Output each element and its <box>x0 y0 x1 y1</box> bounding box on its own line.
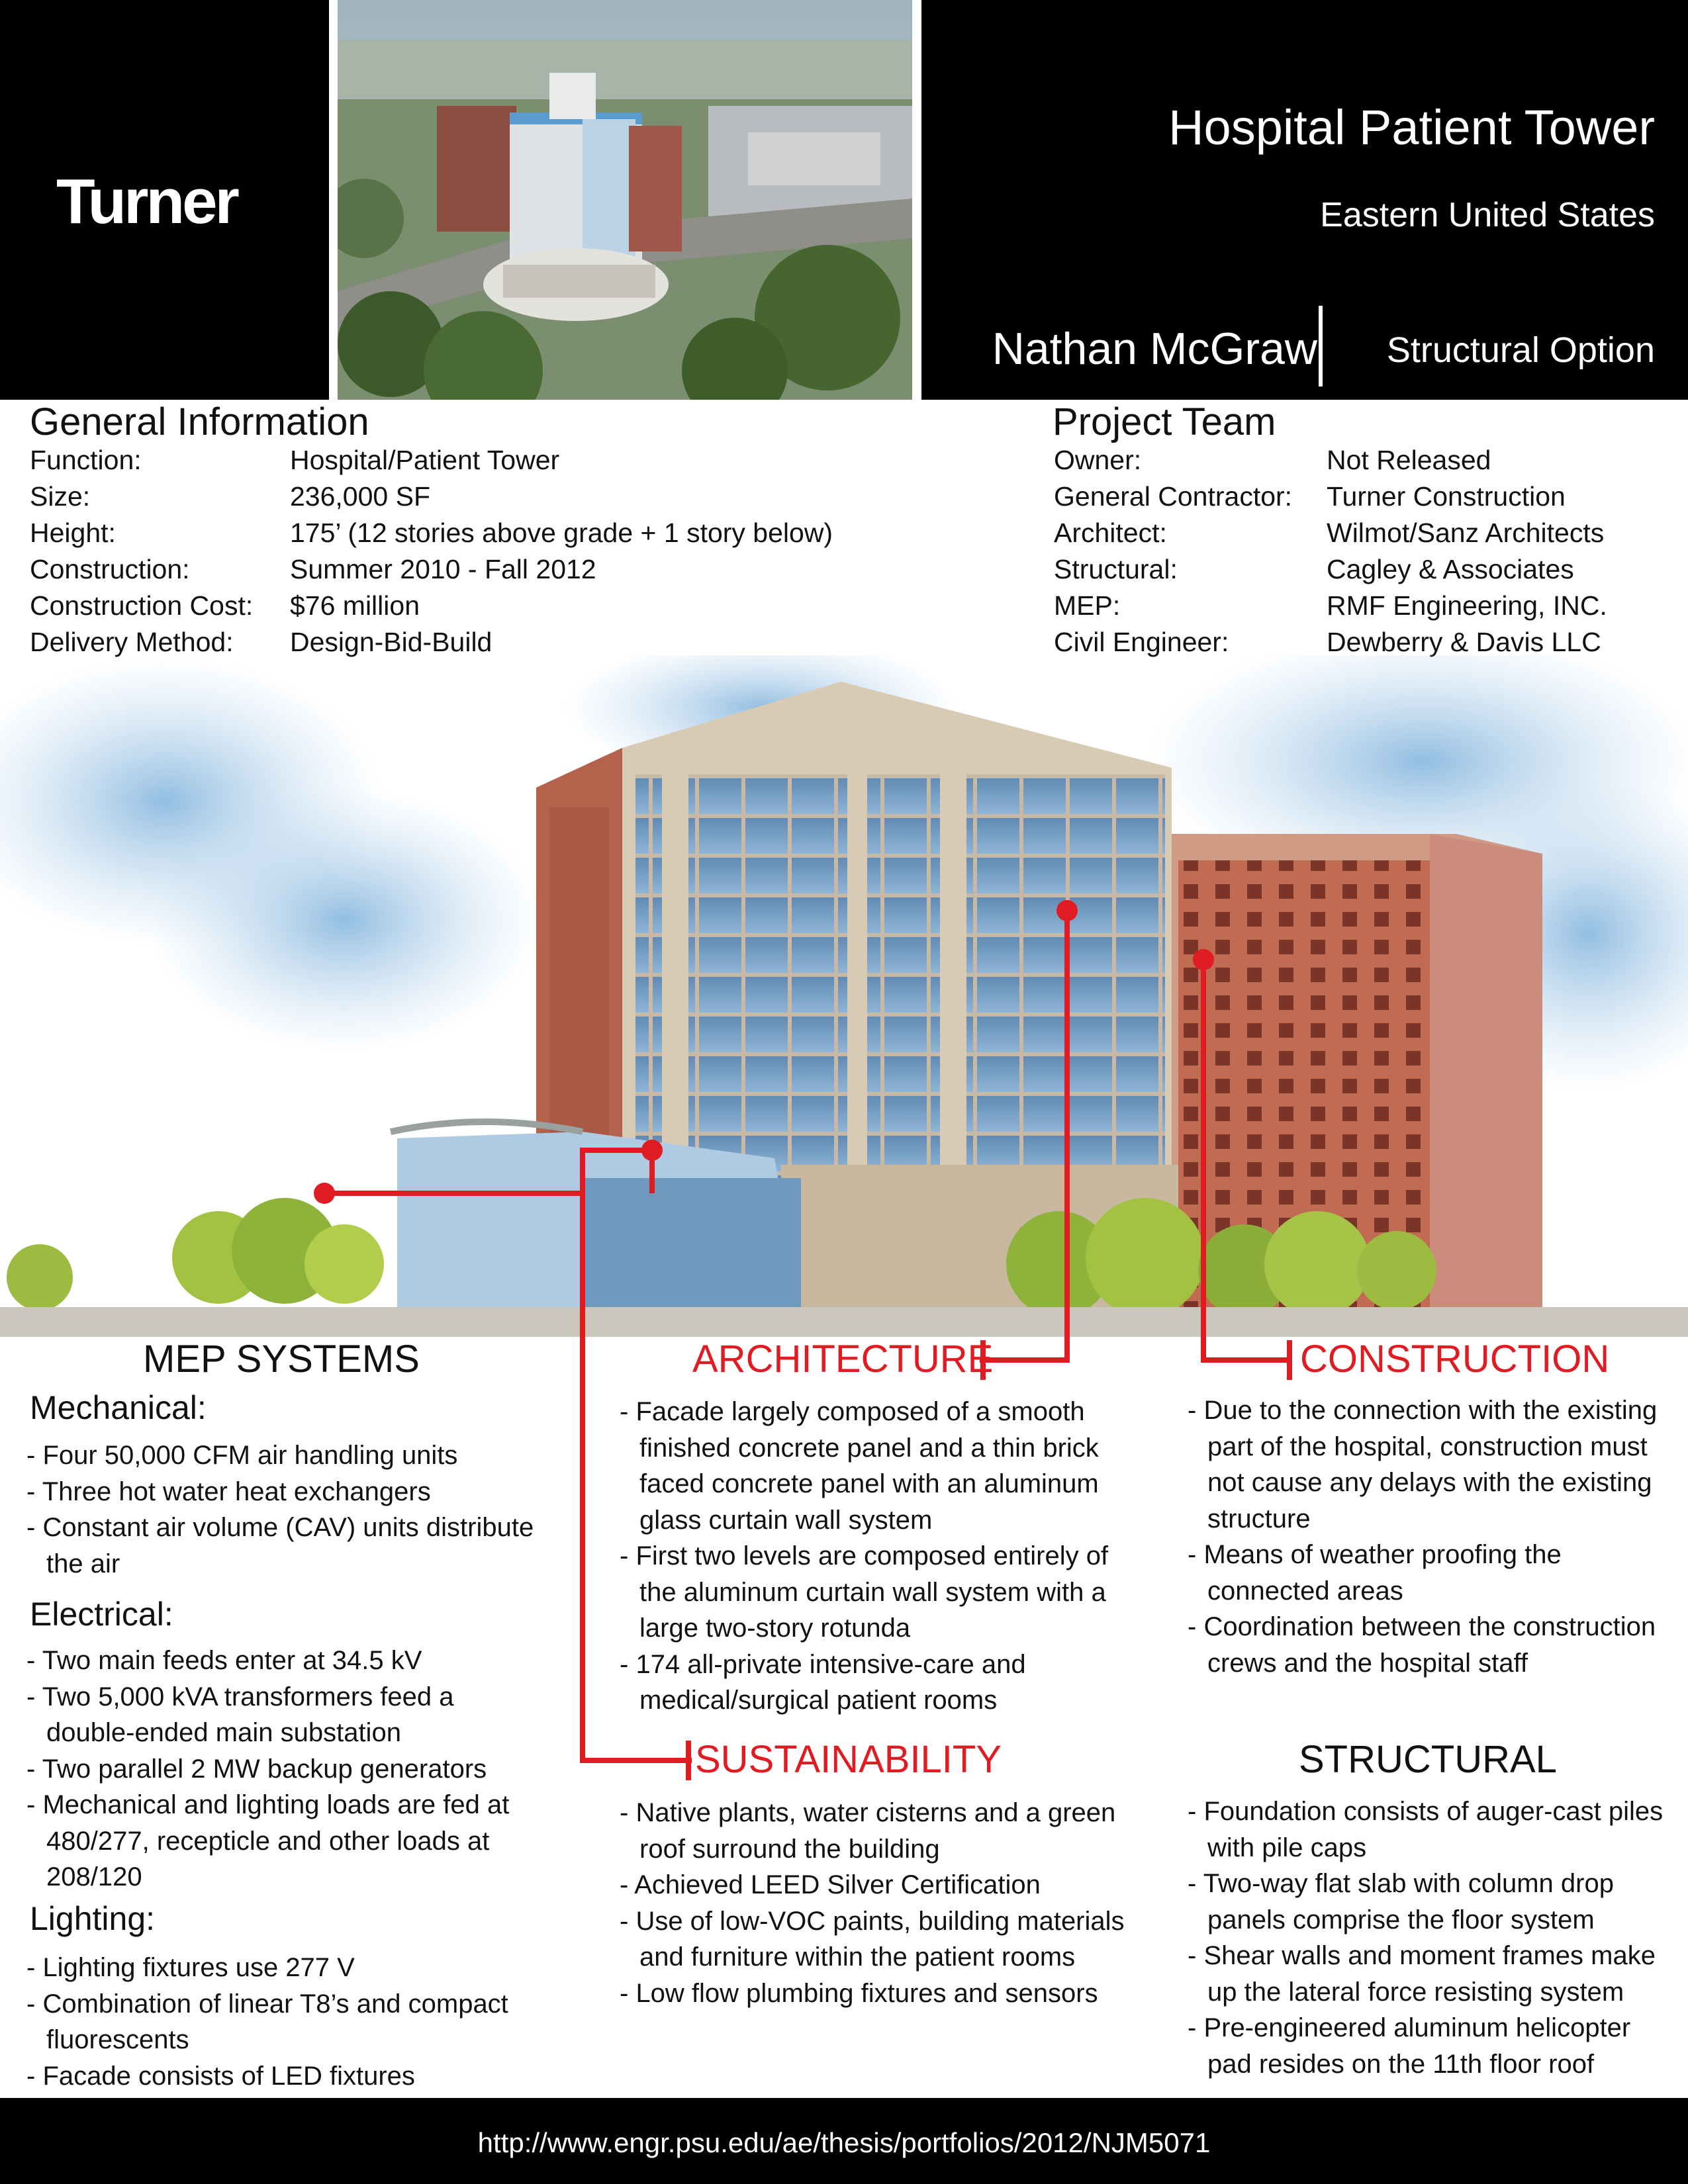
list-item: - Facade consists of LED fixtures <box>26 2058 543 2095</box>
list-item: - Low flow plumbing fixtures and sensors <box>620 1976 1143 2012</box>
general-info-title: General Information <box>30 400 369 443</box>
team-value: RMF Engineering, INC. <box>1327 590 1607 621</box>
list-item: - Means of weather proofing the connected areas <box>1188 1537 1664 1609</box>
aerial-site-photo <box>338 0 912 400</box>
list-item: - Constant air volume (CAV) units distribute the air <box>26 1510 543 1582</box>
list-item: - Two 5,000 kVA transformers feed a double-ended main substation <box>26 1679 543 1751</box>
mechanical-list <box>26 1437 543 1582</box>
list-item: - Four 50,000 CFM air handling units <box>26 1437 543 1474</box>
team-label: Architect: <box>1054 518 1167 548</box>
info-value: 175’ (12 stories above grade + 1 story below) <box>290 518 833 548</box>
electrical-title: Electrical: <box>30 1596 173 1633</box>
list-item: - Two-way flat slab with column drop panels comprise the floor system <box>1188 1866 1664 1938</box>
list-item: - Three hot water heat exchangers <box>26 1474 543 1510</box>
header-logo-panel <box>0 0 329 400</box>
architecture-title: ARCHITECTURE <box>692 1338 994 1381</box>
info-value: Hospital/Patient Tower <box>290 445 560 475</box>
team-label: Structural: <box>1054 554 1178 584</box>
team-label: General Contractor: <box>1054 481 1293 512</box>
list-item: - Use of low-VOC paints, building materials and furniture within the patient rooms <box>620 1903 1143 1976</box>
info-value: 236,000 SF <box>290 481 430 512</box>
info-label: Height: <box>30 518 116 548</box>
list-item: - Two main feeds enter at 34.5 kV <box>26 1643 543 1679</box>
lighting-list <box>26 1950 543 2094</box>
author-name: Nathan McGraw <box>992 324 1317 374</box>
turner-logo: Turner <box>56 166 237 237</box>
team-value: Not Released <box>1327 445 1491 475</box>
mep-title: MEP SYSTEMS <box>143 1338 420 1381</box>
sustainability-list <box>620 1795 1143 2011</box>
lighting-title: Lighting: <box>30 1900 156 1937</box>
building-rendering <box>0 655 1688 1337</box>
team-value: Wilmot/Sanz Architects <box>1327 518 1605 548</box>
list-item: - First two levels are composed entirely of the aluminum curtain wall system with a large two-story rotunda <box>620 1538 1149 1647</box>
list-item: - Combination of linear T8’s and compact fluorescents <box>26 1986 543 2058</box>
team-value: Cagley & Associates <box>1327 554 1574 584</box>
sustainability-title: SUSTAINABILITY <box>695 1738 1002 1781</box>
structural-title: STRUCTURAL <box>1299 1738 1557 1781</box>
list-item: - Lighting fixtures use 277 V <box>26 1950 543 1986</box>
info-label: Size: <box>30 481 91 512</box>
list-item: - Mechanical and lighting loads are fed at 480/277, recepticle and other loads at 208/120 <box>26 1787 543 1895</box>
electrical-list <box>26 1643 543 1895</box>
header-divider <box>1319 306 1323 387</box>
list-item: - Native plants, water cisterns and a green roof surround the building <box>620 1795 1143 1867</box>
list-item: - Achieved LEED Silver Certification <box>620 1867 1143 1903</box>
list-item: - Pre-engineered aluminum helicopter pad resides on the 11th floor roof <box>1188 2010 1664 2082</box>
info-value: Design-Bid-Build <box>290 627 492 657</box>
project-location: Eastern United States <box>1320 196 1655 234</box>
option-label: Structural Option <box>1386 330 1655 370</box>
list-item: - Due to the connection with the existing part of the hospital, construction must not cause any delays with the existing structure <box>1188 1392 1664 1537</box>
info-label: Function: <box>30 445 142 475</box>
architecture-list <box>620 1394 1149 1719</box>
info-label: Construction Cost: <box>30 590 254 621</box>
project-team-title: Project Team <box>1053 400 1276 443</box>
list-item: - Two parallel 2 MW backup generators <box>26 1751 543 1788</box>
info-value: $76 million <box>290 590 420 621</box>
list-item: - Foundation consists of auger-cast piles with pile caps <box>1188 1794 1664 1866</box>
list-item: - Facade largely composed of a smooth finished concrete panel and a thin brick faced concrete panel with an aluminum glass curtain wall system <box>620 1394 1149 1538</box>
team-value: Turner Construction <box>1327 481 1566 512</box>
list-item: - 174 all-private intensive-care and medical/surgical patient rooms <box>620 1647 1149 1719</box>
team-label: MEP: <box>1054 590 1121 621</box>
team-label: Civil Engineer: <box>1054 627 1229 657</box>
construction-list <box>1188 1392 1664 1681</box>
list-item: - Coordination between the construction crews and the hospital staff <box>1188 1609 1664 1681</box>
portfolio-url: http://www.engr.psu.edu/ae/thesis/portfolios/2012/NJM5071 <box>477 2127 1211 2158</box>
list-item: - Shear walls and moment frames make up the lateral force resisting system <box>1188 1938 1664 2010</box>
structural-list <box>1188 1794 1664 2082</box>
construction-title: CONSTRUCTION <box>1300 1338 1610 1381</box>
mechanical-title: Mechanical: <box>30 1389 207 1426</box>
info-label: Construction: <box>30 554 190 584</box>
footer-bar <box>0 2098 1688 2184</box>
team-label: Owner: <box>1054 445 1142 475</box>
team-value: Dewberry & Davis LLC <box>1327 627 1601 657</box>
project-title: Hospital Patient Tower <box>1168 100 1655 155</box>
info-label: Delivery Method: <box>30 627 234 657</box>
info-value: Summer 2010 - Fall 2012 <box>290 554 596 584</box>
